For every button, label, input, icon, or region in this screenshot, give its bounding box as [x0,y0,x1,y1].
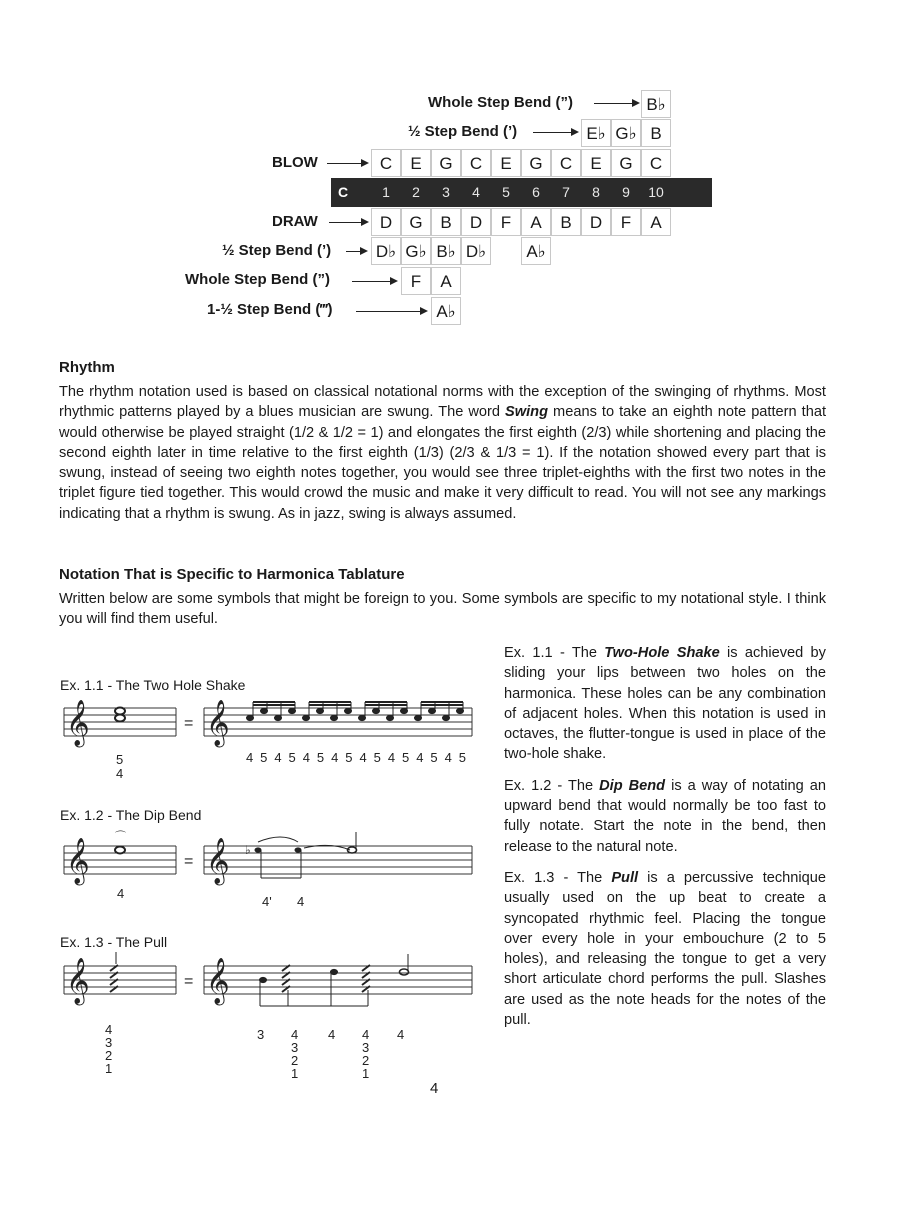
draw-note-cell: A [641,208,671,236]
draw-note-cell: F [491,208,521,236]
hole-number: 5 [502,184,510,200]
draw-note-cell: D [581,208,611,236]
hole-number: 7 [562,184,570,200]
hole-number: 2 [412,184,420,200]
blow-note-cell: G [521,149,551,177]
hole-number: 9 [622,184,630,200]
treble-clef-icon: 𝄞 [66,839,90,883]
blow-note-cell: C [461,149,491,177]
tab-number: 1 [362,1066,370,1081]
harmonica-key: C [338,184,349,200]
note-cell: F [401,267,431,295]
treble-clef-icon: 𝄞 [66,701,90,745]
quarter-note [295,847,302,852]
example-1-3-notation [60,952,480,1082]
note-cell: G♭ [611,119,641,147]
tab-number: 4 [105,1022,113,1037]
arrow-icon [352,281,396,282]
blow-note-cell: C [641,149,671,177]
example-1-3-description [504,868,826,1030]
whole-note [115,715,125,722]
desc-term: Pull [611,869,639,886]
arrow-icon [594,103,638,104]
blow-note-cell: G [431,149,461,177]
whole-step-blow-bend-label: Whole Step Bend (”) [428,94,573,111]
one-half-step-draw-bend-label: 1-½ Step Bend (‴) [207,301,333,318]
treble-clef-icon: 𝄞 [206,701,230,745]
blow-note-cell: E [401,149,431,177]
note-cell: A♭ [521,237,551,265]
note-cell: B♭ [641,90,671,118]
desc-body: is achieved by sliding your lips between two holes on the harmonica. These holes can be any combination of adjacent holes. When this notation is used in octaves, the flutter-tongue is used in place of the two-hole shake. [504,645,826,763]
hole-number: 8 [592,184,600,200]
example-1-2-description [504,776,826,857]
equals-sign: = [184,973,194,990]
equals-sign: = [184,715,194,732]
arrow-icon [346,251,366,252]
tie-arc [258,837,298,842]
example-1-3-label: Ex. 1.3 - The Pull [60,934,168,950]
arrow-icon [533,132,577,133]
desc-prefix: Ex. 1.3 - The [504,869,612,886]
example-descriptions [504,643,826,1030]
desc-body: is a percussive technique usually used on the up beat to create a syncopated rhythmic feel. Placing the tongue over every hole in your embouchure (2 to 5 holes), and releasing the tongue to get a very short articulate chord performs the pull. Slashes are used as the note heads for the notes of the pull. [504,869,826,1029]
note-cell: B♭ [431,237,461,265]
desc-term: Dip Bend [599,777,666,794]
treble-clef-icon: 𝄞 [206,959,230,1003]
tab-number: 5 [116,752,124,767]
notation-heading: Notation That is Specific to Harmonica Tablature [59,566,405,583]
tab-number: 3 [362,1040,370,1055]
draw-note-cell: D [371,208,401,236]
tab-number: 4 [362,1027,370,1042]
whole-note [115,708,125,715]
arrow-icon [327,163,367,164]
draw-note-cell: F [611,208,641,236]
arrow-icon [329,222,367,223]
blow-note-cell: C [551,149,581,177]
blow-note-cell: E [581,149,611,177]
sixteenth-note-group [247,702,464,721]
note-cell: D♭ [461,237,491,265]
example-1-2-notation [60,830,480,910]
hole-number: 10 [648,184,664,200]
page-number: 4 [430,1080,439,1097]
tab-number: 2 [362,1053,370,1068]
note-cell: D♭ [371,237,401,265]
swing-term: Swing [505,404,549,421]
rhythm-text-lead: The rhythm notation used is based on classical notational norms with the exception of the swinging of rhythms. Most rhythmic patterns played by a blues musician are swung. The word [59,384,826,421]
tab-number: 3 [291,1040,299,1055]
desc-term: Two-Hole Shake [604,645,720,661]
blow-note-cell: E [491,149,521,177]
draw-note-cell: D [461,208,491,236]
tab-number: 3 [257,1027,265,1042]
note-cell: B [641,119,671,147]
rhythm-paragraph [59,382,826,524]
treble-clef-icon: 𝄞 [206,839,230,883]
blow-label: BLOW [272,154,318,171]
hole-number: 1 [382,184,390,200]
tab-sequence: 4 5 4 5 4 5 4 5 4 5 4 5 4 5 4 5 [246,750,466,765]
example-1-1-notation [60,696,480,786]
equals-sign: = [184,853,194,870]
tab-number: 2 [105,1048,113,1063]
note-cell: E♭ [581,119,611,147]
tab-number: 1 [291,1066,299,1081]
arrow-icon [356,311,426,312]
desc-body: is a way of notating an upward bend that would normally be too fast to fully notate. Start the note in the bend, then release to the natural note. [504,777,826,855]
pull-slash-chord [110,952,118,992]
fermata-icon: ⌒ [115,831,126,843]
tab-number: 4 [116,766,124,781]
tab-number: 1 [105,1061,113,1076]
draw-note-cell: B [551,208,581,236]
draw-label: DRAW [272,213,318,230]
tab-number: 4 [297,894,305,909]
tab-number: 4 [291,1027,299,1042]
whole-step-draw-bend-label: Whole Step Bend (”) [185,271,330,288]
hole-number: 3 [442,184,450,200]
tab-number: 3 [105,1035,113,1050]
notation-intro: Written below are some symbols that might be foreign to you. Some symbols are specific to my notational style. I think you will find them useful. [59,591,826,628]
example-1-1-label: Ex. 1.1 - The Two Hole Shake [60,677,246,693]
tab-number: 4 [397,1027,405,1042]
hole-number: 4 [472,184,480,200]
rhythm-text-tail: means to take an eighth note pattern that would otherwise be played straight (1/2 & 1/2 = 1) and elongates the first eighth (2/3) while shortening and placing the second eighth later in time relative to the first eighth (1/3) (2/3 & 1/3 = 1). If the notation showed every part that is swung, instead of seeing two eighth notes together, you would see three triplet-eighths with the first two notes in the triplet figure tied together. This would crowd the music and make it very difficult to read. You will not see any markings indicating that a rhythm is swung. As in jazz, swing is always assumed. [59,404,826,522]
tab-number: 2 [291,1053,299,1068]
example-1-1-description [504,643,826,765]
desc-prefix: Ex. 1.1 - The [504,645,605,661]
grace-note [255,847,262,852]
draw-note-cell: B [431,208,461,236]
note-cell: A♭ [431,297,461,325]
hole-number: 6 [532,184,540,200]
note-cell: G♭ [401,237,431,265]
tab-number: 4' [262,894,272,909]
draw-note-cell: G [401,208,431,236]
flat-icon: ♭ [245,843,251,857]
tab-number: 4 [117,886,125,901]
tab-number: 4 [328,1027,336,1042]
blow-note-cell: C [371,149,401,177]
treble-clef-icon: 𝄞 [66,959,90,1003]
rhythm-heading: Rhythm [59,359,115,376]
example-1-2-label: Ex. 1.2 - The Dip Bend [60,807,202,823]
blow-note-cell: G [611,149,641,177]
whole-note [115,847,125,854]
note-cell: A [431,267,461,295]
hole-number-bar [331,178,712,207]
half-step-blow-bend-label: ½ Step Bend (’) [408,123,518,140]
desc-prefix: Ex. 1.2 - The [504,777,600,794]
draw-note-cell: A [521,208,551,236]
half-step-draw-bend-label: ½ Step Bend (’) [222,242,332,259]
